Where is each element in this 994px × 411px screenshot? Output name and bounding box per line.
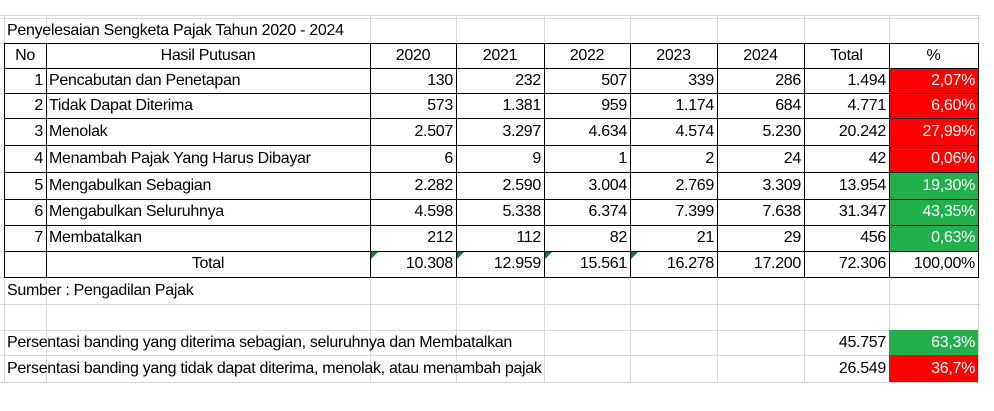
row-number[interactable]: 6 [34, 203, 43, 220]
column-header[interactable]: No [15, 47, 35, 64]
column-header[interactable]: Total [830, 47, 863, 64]
total-year-value[interactable]: 16.278 [666, 255, 714, 272]
year-value[interactable]: 3.297 [502, 123, 541, 140]
total-percentage[interactable]: 100,00% [913, 255, 975, 272]
column-header[interactable]: 2021 [482, 47, 518, 64]
error-indicator-icon [631, 252, 638, 259]
year-value[interactable]: 9 [532, 150, 541, 167]
summary-label[interactable]: Persentasi banding yang diterima sebagian, seluruhnya dan Membatalkan [7, 334, 512, 351]
year-value[interactable]: 2.590 [502, 177, 541, 194]
column-header[interactable]: Hasil Putusan [160, 47, 256, 64]
year-value[interactable]: 2.507 [414, 123, 453, 140]
gridline-horizontal [0, 15, 980, 16]
error-indicator-icon [371, 252, 378, 259]
row-total[interactable]: 456 [860, 229, 886, 246]
row-total[interactable]: 13.954 [838, 177, 886, 194]
row-label[interactable]: Membatalkan [49, 229, 142, 246]
error-indicator-icon [457, 252, 464, 259]
summary-value[interactable]: 45.757 [838, 334, 886, 351]
row-percentage[interactable]: 19,30% [889, 172, 978, 199]
row-number[interactable]: 3 [34, 123, 43, 140]
gridline-horizontal [0, 382, 980, 383]
year-value[interactable]: 3.004 [588, 177, 627, 194]
year-value[interactable]: 573 [427, 97, 453, 114]
row-total[interactable]: 1.494 [847, 72, 886, 89]
year-value[interactable]: 212 [427, 229, 453, 246]
year-value[interactable]: 6.374 [588, 203, 627, 220]
row-number[interactable]: 4 [34, 150, 43, 167]
year-value[interactable]: 82 [609, 229, 627, 246]
year-value[interactable]: 4.634 [588, 123, 627, 140]
year-value[interactable]: 2.282 [414, 177, 453, 194]
year-value[interactable]: 112 [516, 229, 541, 246]
year-value[interactable]: 1 [618, 150, 627, 167]
column-header[interactable]: 2023 [656, 47, 691, 64]
row-percentage[interactable]: 27,99% [889, 118, 978, 145]
row-percentage[interactable]: 0,06% [889, 145, 978, 172]
year-value[interactable]: 5.230 [762, 123, 801, 140]
year-value[interactable]: 3.309 [762, 177, 801, 194]
total-label[interactable]: Total [191, 255, 225, 272]
summary-label[interactable]: Persentasi banding yang tidak dapat diterima, menolak, atau menambah pajak [7, 360, 542, 377]
column-header[interactable]: 2020 [395, 47, 431, 64]
year-value[interactable]: 339 [688, 72, 714, 89]
year-value[interactable]: 2.769 [675, 177, 714, 194]
row-label[interactable]: Menambah Pajak Yang Harus Dibayar [49, 150, 311, 167]
total-year-value[interactable]: 15.561 [579, 255, 627, 272]
source-note[interactable]: Sumber : Pengadilan Pajak [7, 282, 194, 299]
column-header[interactable]: 2022 [569, 47, 605, 64]
gridline-horizontal [0, 304, 980, 305]
row-label[interactable]: Mengabulkan Sebagian [49, 177, 212, 194]
summary-percentage[interactable]: 36,7% [889, 355, 978, 382]
total-year-value[interactable]: 17.200 [753, 255, 801, 272]
year-value[interactable]: 5.338 [502, 203, 541, 220]
year-value[interactable]: 130 [427, 72, 453, 89]
total-year-value[interactable]: 12.959 [493, 255, 541, 272]
year-value[interactable]: 507 [601, 72, 627, 89]
year-value[interactable]: 1.174 [675, 97, 714, 114]
year-value[interactable]: 2 [705, 150, 714, 167]
year-value[interactable]: 684 [775, 97, 801, 114]
year-value[interactable]: 4.574 [675, 123, 714, 140]
sheet-title[interactable]: Penyelesaian Sengketa Pajak Tahun 2020 - 2024 [7, 22, 344, 39]
row-number[interactable]: 2 [34, 97, 43, 114]
year-value[interactable]: 21 [696, 229, 714, 246]
year-value[interactable]: 7.638 [762, 203, 801, 220]
column-header[interactable]: % [926, 47, 941, 64]
row-total[interactable]: 4.771 [847, 97, 886, 114]
year-value[interactable]: 4.598 [414, 203, 453, 220]
year-value[interactable]: 286 [775, 72, 801, 89]
year-value[interactable]: 6 [444, 150, 453, 167]
year-value[interactable]: 24 [783, 150, 801, 167]
year-value[interactable]: 7.399 [675, 203, 714, 220]
year-value[interactable]: 1.381 [502, 97, 541, 114]
row-label[interactable]: Pencabutan dan Penetapan [49, 72, 241, 89]
year-value[interactable]: 959 [601, 97, 627, 114]
row-percentage[interactable]: 2,07% [889, 68, 978, 93]
row-percentage[interactable]: 0,63% [889, 225, 978, 251]
row-number[interactable]: 7 [34, 229, 43, 246]
row-total[interactable]: 20.242 [838, 123, 886, 140]
row-total[interactable]: 31.347 [838, 203, 886, 220]
column-header[interactable]: 2024 [743, 47, 778, 64]
year-value[interactable]: 29 [783, 229, 801, 246]
summary-percentage[interactable]: 63,3% [889, 330, 978, 355]
row-percentage[interactable]: 6,60% [889, 93, 978, 118]
row-percentage[interactable]: 43,35% [889, 199, 978, 225]
total-row-number[interactable] [4, 251, 46, 277]
row-label[interactable]: Tidak Dapat Diterima [49, 97, 193, 114]
year-value[interactable]: 232 [515, 72, 541, 89]
total-year-value[interactable]: 10.308 [405, 255, 453, 272]
row-number[interactable]: 5 [34, 177, 43, 194]
summary-value[interactable]: 26.549 [838, 360, 886, 377]
gridline-vertical [978, 15, 979, 382]
row-label[interactable]: Menolak [49, 123, 108, 140]
grand-total[interactable]: 72.306 [838, 255, 886, 272]
row-number[interactable]: 1 [34, 72, 43, 89]
row-total[interactable]: 42 [868, 150, 886, 167]
error-indicator-icon [545, 252, 552, 259]
row-label[interactable]: Mengabulkan Seluruhnya [49, 203, 224, 220]
